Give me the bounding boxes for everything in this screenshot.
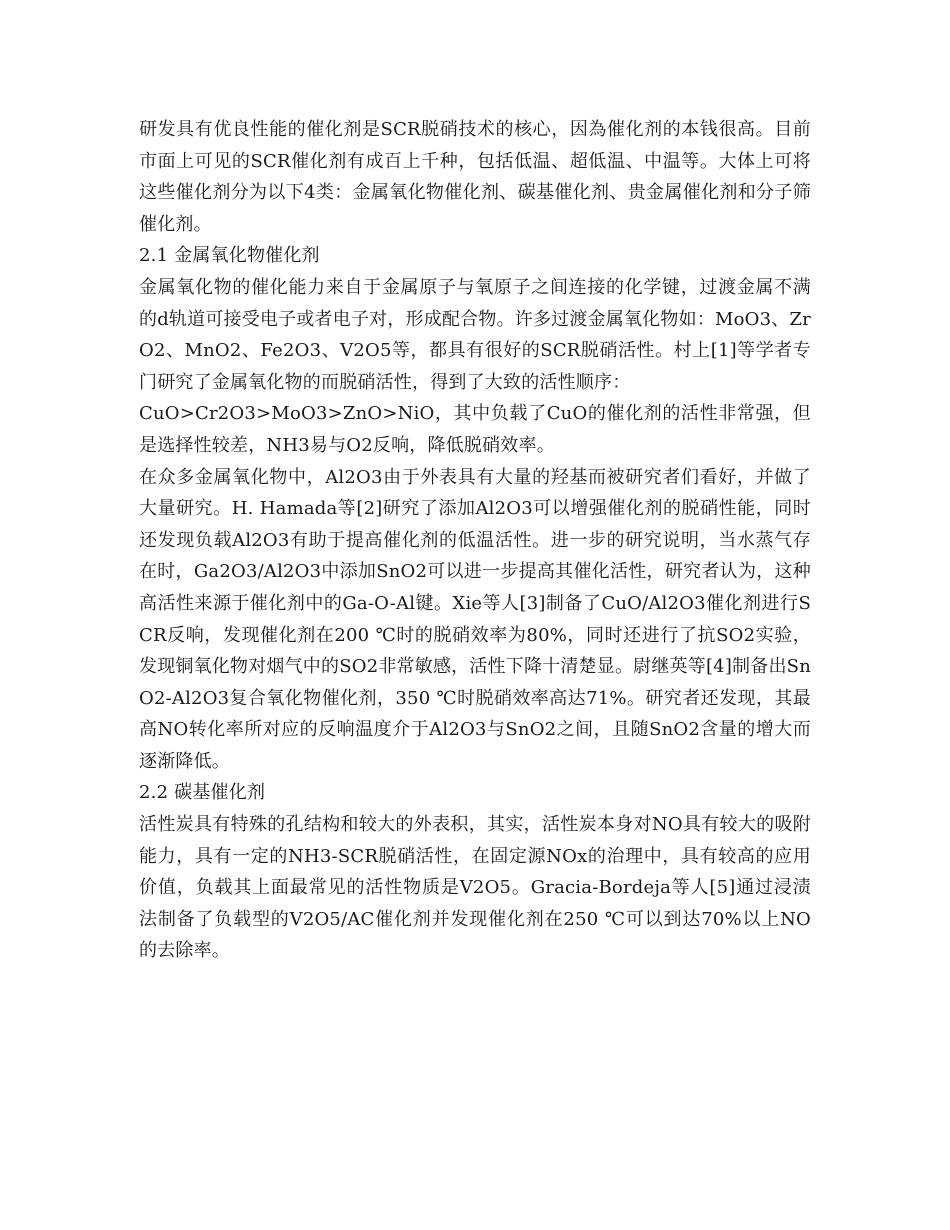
intro-paragraph: 研发具有优良性能的催化剂是SCR脱硝技术的核心，因為催化剂的本钱很高。目前市面上可见的SCR催化剂有成百上千种，包括低温、超低温、中温等。大体上可将这些催化剂分为以下4类：金属氧化物催化剂、碳基催化剂、贵金属催化剂和分子筛催化剂。	[139, 119, 811, 235]
metal-oxide-paragraph-2: CuO>Cr2O3>MoO3>ZnO>NiO，其中负载了CuO的催化剂的活性非常强，但是选择性较差，NH3易与O2反响，降低脱硝效率。	[139, 403, 811, 456]
section-heading-carbon-based: 2.2 碳基催化剂	[139, 782, 266, 804]
metal-oxide-paragraph-3: 在众多金属氧化物中，Al2O3由于外表具有大量的羟基而被研究者们看好，并做了大量研究。H. Hamada等[2]研究了添加Al2O3可以增强催化剂的脱硝性能，同时还发现负载Al2O3有助于提高催化剂的低温活性。进一步的研究说明，当水蒸气存在时，Ga2O3/Al2O3中添加SnO2可以进一步提高其催化活性，研究者认为，这种高活性来源于催化剂中的Ga-O-Al键。Xie等人[3]制备了CuO/Al2O3催化剂进行SCR反响，发现催化剂在200 ℃时的脱硝效率为80%，同时还进行了抗SO2实验，发现铜氧化物对烟气中的SO2非常敏感，活性下降十清楚显。尉继英等[4]制备出SnO2-Al2O3复合氧化物催化剂，350 ℃时脱硝效率高达71%。研究者还发现，其最高NO转化率所对应的反响温度介于Al2O3与SnO2之间，且随SnO2含量的增大而逐渐降低。	[139, 466, 811, 772]
section-heading-metal-oxide: 2.1 金属氧化物催化剂	[139, 245, 320, 267]
carbon-based-paragraph-1: 活性炭具有特殊的孔结构和较大的外表积，其实，活性炭本身对NO具有较大的吸附能力，具有一定的NH3-SCR脱硝活性，在固定源NOx的治理中，具有较高的应用价值，负载其上面最常见的活性物质是V2O5。Gracia-Bordeja等人[5]通过浸渍法制备了负载型的V2O5/AC催化剂并发现催化剂在250 ℃可以到达70%以上NO的去除率。	[139, 814, 812, 962]
document-body	[139, 114, 811, 967]
metal-oxide-paragraph-1: 金属氧化物的催化能力来自于金属原子与氧原子之间连接的化学键，过渡金属不满的d轨道可接受电子或者电子对，形成配合物。许多过渡金属氧化物如：MoO3、ZrO2、MnO2、Fe2O3、V2O5等，都具有很好的SCR脱硝活性。村上[1]等学者专门研究了金属氧化物的而脱硝活性，得到了大致的活性顺序：	[139, 276, 811, 393]
